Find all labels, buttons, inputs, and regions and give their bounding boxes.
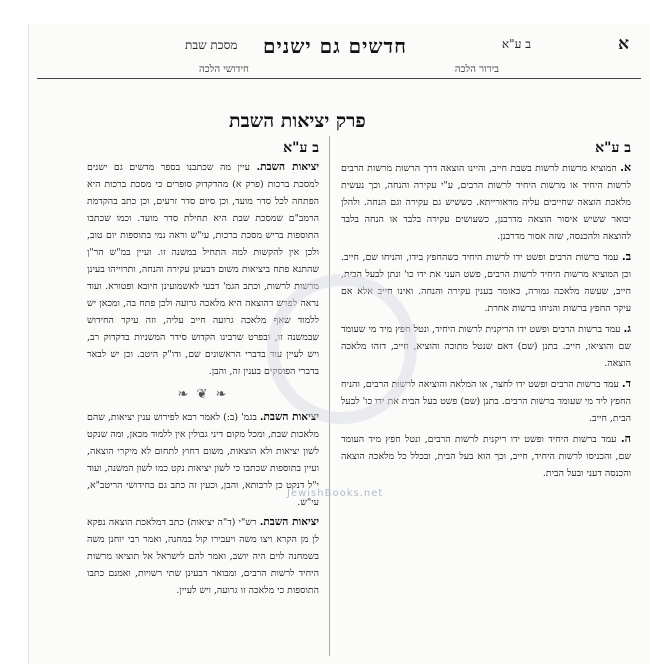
section-text: עמד ברשות הרבים ופשט ידו הריקנית לרשות היחיד, ונטל חפץ מיד מי שעומד שם והוציאו, חייב. בתנן (שם) דאם שנטל מתוכה והוציא, חייב, דזהו מלאכה הוצאה. (341, 324, 631, 369)
section-number: א. (620, 161, 631, 174)
masechet-label: מסכת שבת (185, 38, 238, 52)
chapter-title: פרק יציאות השבת (229, 110, 366, 132)
section-number: ג. (623, 322, 631, 335)
left-paragraph-3 (87, 514, 319, 599)
section-text: עמד ברשות היחיד ופשט ידו ריקנית לרשות הרבים, ונטל חפץ מיד העומד שם, והכניסו לרשות היחיד, חייב, וכך הוא בעל הבית, ובכלל כל מלאכה הוצאה והכנסה דעני ובעל הבית. (341, 434, 631, 479)
section-label-chiddushei: חידושי הלכה (199, 64, 249, 75)
section-text: עמד ברשות הרבים ופשט ידו לחצר, או המלאה והוציאה לרשות הרבים, והניח החפץ ליד מי שעומד ברשות הרבים. בתנן (שם) פשט בעל הבית את ידו כו' לבעל הבית, חייב. (341, 379, 631, 424)
watermark-logo (267, 274, 417, 424)
paragraph-text: עיין מה שכתבנו בספר מדשים גם ישנים למסכת ברכות (פרק א) מהדקדוק סופרים כי מסכת ברכות היא הפתחה לכל סדר מועד, וכן סיום סדר זרעים, וכן כתב בהקדמת הרמב"ם שמסכת שבת היא תחילת סדר מועד. וכמו שכתבו התוספות בריש מסכת ברכות, עי"ש וראה נמי בתוספות יום טוב, ולכן אין להקשות למה התחיל במשנה זו. ועיין במ"ש הר"ן שהתנא פתח ביציאות משום דבעינן עקירה והנחה, ותרוייהו בעינן מרשות לרשות, וכתב הגמ' דבעי לאשמועינן חיובא ופטורא. ועוד נראה לפרש דהוצאה היא מלאכה גרועה ולכן פתח בה, ומכאן יש ללמוד שאף מלאכה גרועה חייב עליה, וזה עיקר החידוש שבמשנה זו, ובפרט שרבינו הקדוש סידר המשניות בדקדוק רב, ויש לעיין עוד בדברי הראשונים שם, ודו"ק היטב. וכן יש לבאר בדברי הפוסקים בענין זה, והבן. (87, 162, 319, 377)
halacha-section-5 (341, 430, 631, 482)
paragraph-text: בגמ' (ב:) לאמר רבא לפירוש ענין יציאות, שהם מלאכות שבת, ומכל מקום דיני גבולין אין ללמוד מכאן, ומה שנקט לשון יציאות ולא הוצאות, משום דחוץ לתחום לא מיקרי הוצאה, ועיין בתוספות שכתבו כי לשון יציאות נקט כמו לשון המשנה, ועוד י"ל דנקט כן לרבותא, והבן, וכעין זה כתב גם בחידושי הריטב"א, עי"ש. (87, 412, 319, 508)
page-number: א (618, 34, 629, 54)
section-text: המוציא מרשות לרשות בשבת חייב, והיינו הוצאה דרך הרשות מרשות הרבים לרשות היחיד או מרשות היחיד לרשות הרבים, ע"י עקירה והנחה, וכך נעשית מלאכת הוצאה שחייבים עליה מדאורייתא. כששיש גם עקירה וגם הנחה. ולהלן יבואר ששיש איסור הוצאה מדרבנן, כשעושים עקירה בלבד או הנחה בלבד להוצאה ולהכנסה, שזה אסור מדרבנן. (341, 163, 631, 242)
ornament-divider: ❧ ❦ ❧ (177, 387, 229, 402)
dibur-hamatchil: יציאות השבת. (259, 411, 319, 423)
left-column (87, 140, 319, 660)
section-number: ב. (621, 250, 631, 263)
header-rule (37, 78, 641, 79)
dibur-hamatchil: יציאות השבת. (259, 516, 319, 528)
section-number: ד. (621, 377, 631, 390)
header-daf: ב ע"א (501, 37, 531, 51)
book-page (28, 24, 649, 664)
paragraph-text: רש"י (ד"ה יציאות) כתב דמלאכת הוצאה נפקא לן מן הקרא ויצו משה ויעבירו קול במחנה, ואמר רבי יוחנן משה בשמחנה לוים היה יושב, ואמר להם לישראל אל תוציאו מרשות היחיד לרשות הרבים, ומבואר דבעינן שתי רשויות, ואמנם כתבו התוספות כי מלאכה זו גרועה, ויש לעיין. (87, 517, 319, 596)
halacha-section-1 (341, 159, 631, 245)
watermark-text: JewishBooks.net (287, 488, 384, 499)
left-daf-marker: ב ע"א (283, 140, 319, 156)
section-label-birur: בירור הלכה (454, 64, 499, 75)
book-title: חדשים גם ישנים (263, 34, 407, 58)
section-number: ה. (620, 432, 631, 445)
left-paragraph-2 (87, 409, 319, 511)
dibur-hamatchil: יציאות השבת. (256, 161, 319, 173)
right-daf-marker: ב ע"א (595, 140, 631, 156)
section-text: עמד ברשות הרבים ופשט ידו לרשות היחיד כשהחפץ בידו, והניחו שם, חייב. וכן המוציא מרשות היחיד לרשות הרבים, פשט העני את ידו כו' ונתן לבעל הבית, חייב, שעשה מלאכה גמורה, כאומר בענין עקירה והנחה. ואינו חייב אלא אם עיקר החפץ ברשות והניחו ברשות אחרת. (341, 252, 631, 314)
page-header (29, 34, 649, 58)
